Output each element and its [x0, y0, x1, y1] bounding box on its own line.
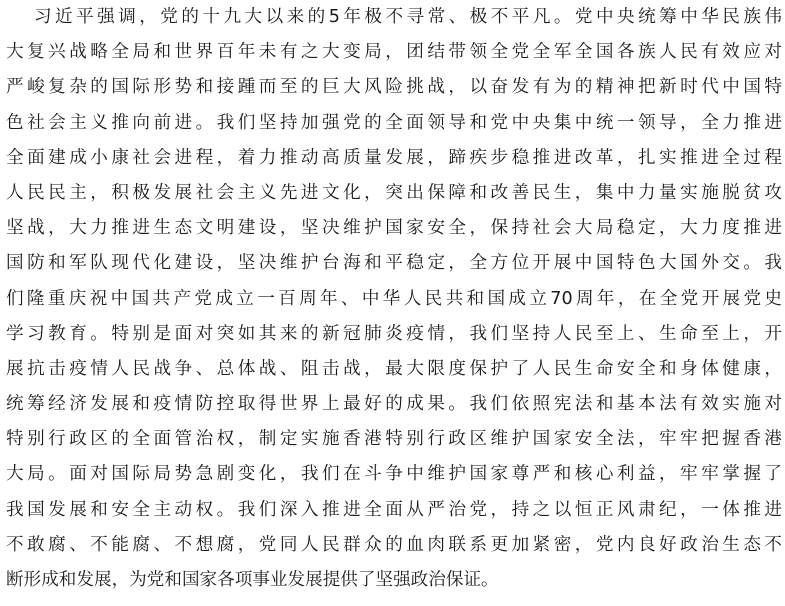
paragraph-line: 国防和军队现代化建设，坚决维护台海和平稳定，全方位开展中国特色大国外交。我 — [6, 253, 782, 274]
paragraph-line: 不敢腐、不能腐、不想腐，党同人民群众的血肉联系更加紧密，党内良好政治生态不 — [6, 534, 782, 555]
paragraph-line: 统筹经济发展和疫情防控取得世界上最好的成果。我们依照宪法和基本法有效实施对 — [6, 394, 782, 415]
paragraph-line: 大复兴战略全局和世界百年未有之大变局，团结带领全党全军全国各族人民有效应对 — [6, 42, 782, 63]
paragraph-line: 色社会主义推向前进。我们坚持加强党的全面领导和党中央集中统一领导，全力推进 — [6, 112, 782, 133]
paragraph-line: 大局。面对国际局势急剧变化，我们在斗争中维护国家尊严和核心利益，牢牢掌握了 — [6, 464, 782, 485]
paragraph-line: 们隆重庆祝中国共产党成立一百周年、中华人民共和国成立70周年，在全党开展党史 — [6, 288, 782, 309]
article-body — [6, 0, 782, 598]
paragraph-line: 学习教育。特别是面对突如其来的新冠肺炎疫情，我们坚持人民至上、生命至上，开 — [6, 323, 782, 344]
paragraph-line: 展抗击疫情人民战争、总体战、阻击战，最大限度保护了人民生命安全和身体健康， — [6, 358, 782, 379]
paragraph-line: 全面建成小康社会进程，着力推动高质量发展，蹄疾步稳推进改革，扎实推进全过程 — [6, 147, 782, 168]
paragraph-line: 严峻复杂的国际形势和接踵而至的巨大风险挑战，以奋发有为的精神把新时代中国特 — [6, 77, 782, 98]
paragraph-line: 习近平强调，党的十九大以来的5年极不寻常、极不平凡。党中央统筹中华民族伟 — [34, 7, 782, 27]
paragraph-line: 人民民主，积极发展社会主义先进文化，突出保障和改善民生，集中力量实施脱贫攻 — [6, 182, 782, 203]
paragraph-line: 坚战，大力推进生态文明建设，坚决维护国家安全，保持社会大局稳定，大力度推进 — [6, 218, 782, 239]
paragraph-line: 我国发展和安全主动权。我们深入推进全面从严治党，持之以恒正风肃纪，一体推进 — [6, 499, 782, 520]
paragraph-line: 特别行政区的全面管治权，制定实施香港特别行政区维护国家安全法，牢牢把握香港 — [6, 429, 782, 450]
paragraph-line: 断形成和发展，为党和国家各项事业发展提供了坚强政治保证。 — [6, 570, 499, 590]
